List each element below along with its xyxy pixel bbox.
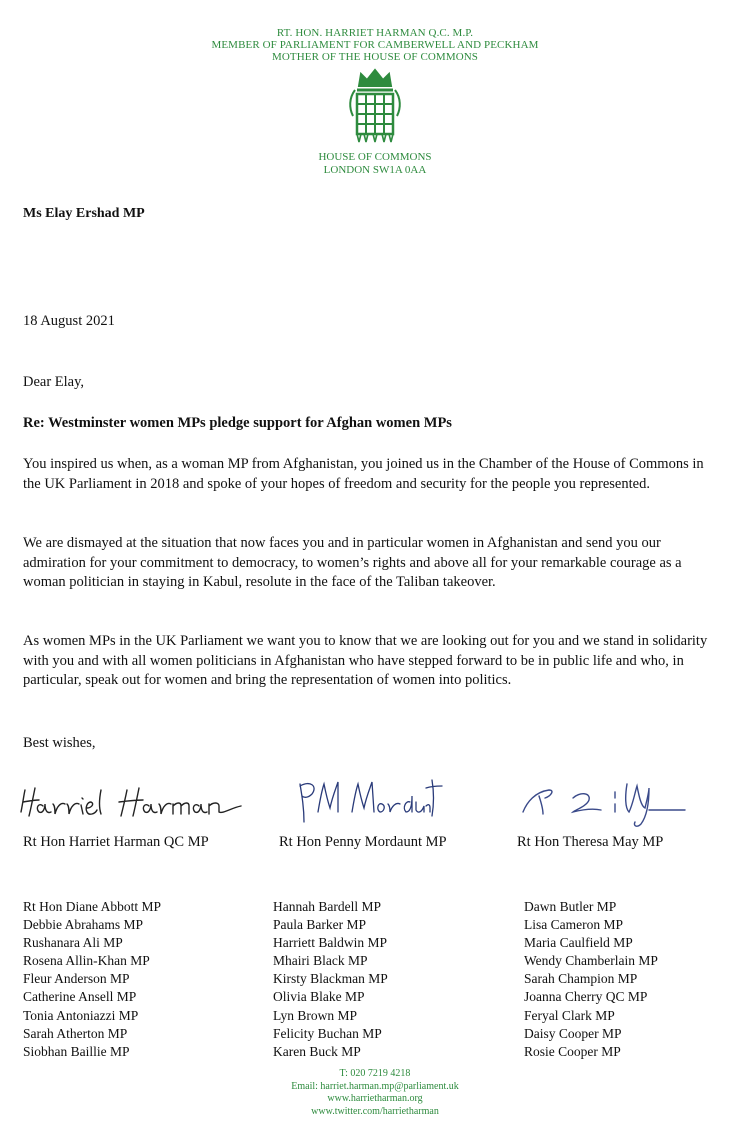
list-item: Joanna Cherry QC MP (524, 989, 648, 1005)
signature-harriet-harman (15, 772, 250, 832)
signatory-name-3: Rt Hon Theresa May MP (517, 834, 664, 850)
list-item: Lisa Cameron MP (524, 917, 623, 933)
list-item: Rosena Allin-Khan MP (23, 953, 150, 969)
list-item: Tonia Antoniazzi MP (23, 1007, 139, 1023)
address-line-2: LONDON SW1A 0AA (323, 164, 427, 176)
letterhead-role: MOTHER OF THE HOUSE OF COMMONS (271, 51, 479, 63)
footer-phone: T: 020 7219 4218 (339, 1068, 411, 1079)
list-item: Paula Barker MP (273, 917, 366, 933)
list-item: Sarah Champion MP (524, 971, 638, 987)
list-item: Lyn Brown MP (273, 1007, 358, 1023)
signature-theresa-may (515, 772, 690, 832)
letterhead-name: RT. HON. HARRIET HARMAN Q.C. M.P. (276, 27, 474, 39)
list-item: Feryal Clark MP (524, 1007, 615, 1023)
list-item: Siobhan Baillie MP (23, 1043, 130, 1059)
list-item: Sarah Atherton MP (23, 1025, 128, 1041)
body-paragraph-2: We are dismayed at the situation that now faces you and in particular women in Afghanistan and send you our admiration for your commitment to democracy, to women’s rights and above all for your remarkable courage as a woman politician in staying in Kabul, resolute in the face of the Taliban takeover. (23, 535, 682, 590)
list-item: Hannah Bardell MP (273, 899, 381, 914)
body-paragraph-3: As women MPs in the UK Parliament we want you to know that we are looking out for you and we stand in solidarity with you and with all women politicians in Afghanistan who have stepped forward to be in public life and who, in particular, speak out for women and bring the representation of women into politics. (23, 633, 708, 688)
list-item: Mhairi Black MP (273, 953, 368, 969)
closing: Best wishes, (23, 735, 96, 751)
letter-date: 18 August 2021 (23, 313, 115, 329)
list-item: Wendy Chamberlain MP (524, 953, 658, 969)
list-item: Maria Caulfield MP (524, 935, 633, 951)
list-item: Debbie Abrahams MP (23, 917, 143, 933)
body-paragraph-1: You inspired us when, as a woman MP from Afghanistan, you joined us in the Chamber of the House of Commons in the UK Parliament in 2018 and spoke of your hopes of freedom and security for the people you represented. (23, 456, 704, 492)
co-signers-column-3 (524, 898, 658, 1061)
letter-footer (0, 1068, 750, 1118)
list-item: Olivia Blake MP (273, 989, 365, 1005)
list-item: Felicity Buchan MP (273, 1025, 382, 1041)
list-item: Kirsty Blackman MP (273, 971, 388, 987)
signature-penny-mordaunt (292, 772, 452, 832)
list-item: Harriett Baldwin MP (273, 935, 387, 951)
list-item: Rosie Cooper MP (524, 1043, 621, 1059)
subject-line: Re: Westminster women MPs pledge support for Afghan women MPs (23, 415, 452, 431)
co-signers-column-1 (23, 898, 161, 1061)
letterhead-constituency: MEMBER OF PARLIAMENT FOR CAMBERWELL AND PECKHAM (211, 39, 539, 51)
list-item: Karen Buck MP (273, 1043, 361, 1059)
list-item: Fleur Anderson MP (23, 971, 130, 987)
address-line-1: HOUSE OF COMMONS (318, 151, 432, 163)
list-item: Rt Hon Diane Abbott MP (23, 899, 162, 914)
footer-email: Email: harriet.harman.mp@parliament.uk (291, 1080, 459, 1092)
letterhead-address (0, 151, 750, 177)
portcullis-icon (345, 68, 405, 148)
co-signers-column-2 (273, 898, 388, 1061)
footer-website: www.harrietharman.org (327, 1093, 423, 1104)
list-item: Dawn Butler MP (524, 899, 617, 914)
salutation: Dear Elay, (23, 374, 85, 390)
letterhead (0, 27, 750, 63)
list-item: Daisy Cooper MP (524, 1025, 622, 1041)
signatory-name-1: Rt Hon Harriet Harman QC MP (23, 834, 209, 850)
signatory-name-2: Rt Hon Penny Mordaunt MP (279, 834, 447, 850)
footer-twitter: www.twitter.com/harrietharman (311, 1105, 439, 1117)
list-item: Catherine Ansell MP (23, 989, 137, 1005)
list-item: Rushanara Ali MP (23, 935, 123, 951)
recipient-name: Ms Elay Ershad MP (23, 206, 145, 221)
